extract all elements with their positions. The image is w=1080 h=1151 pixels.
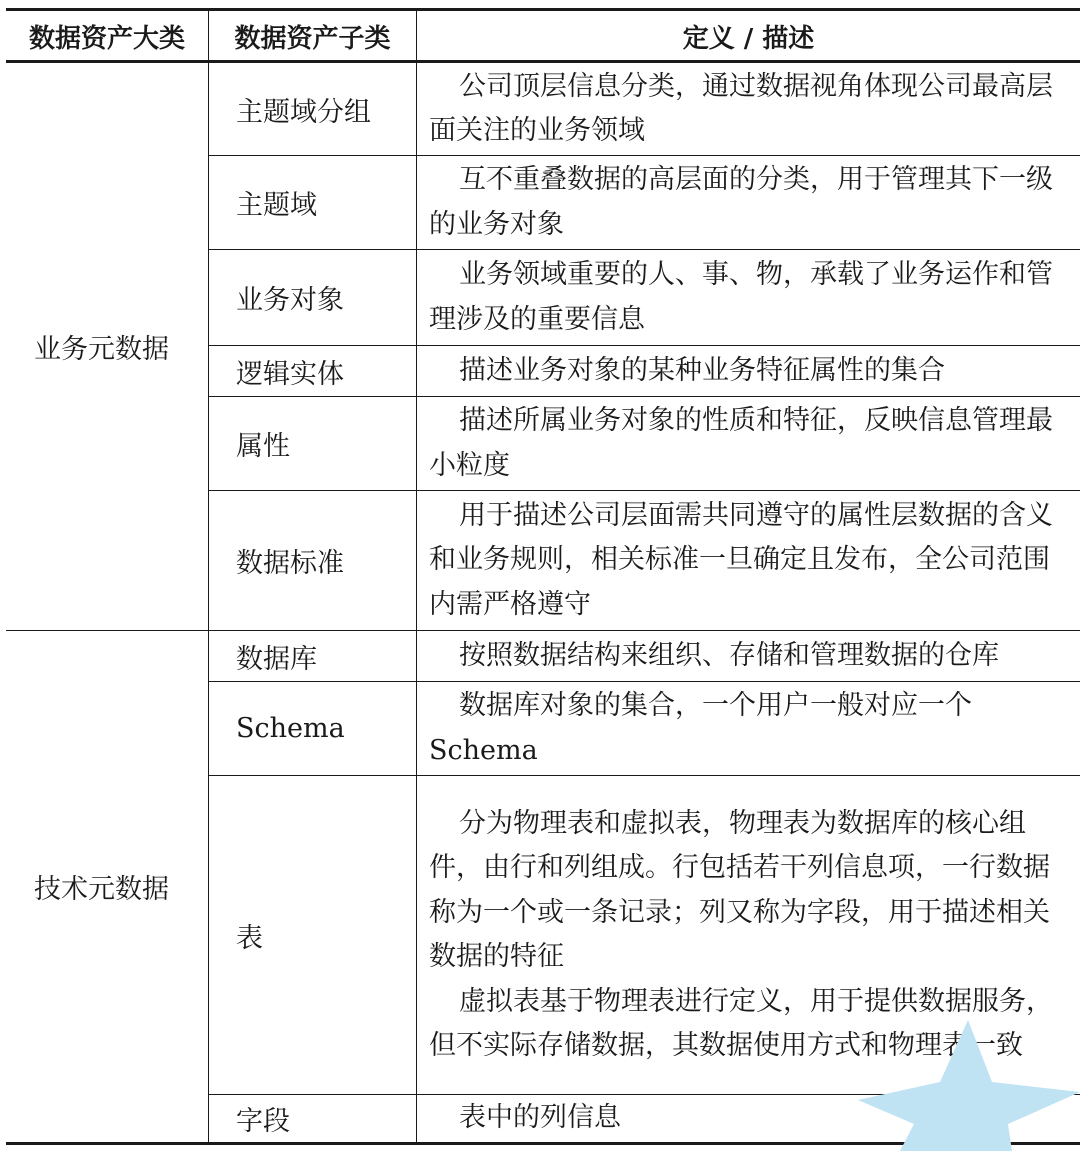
subcategory-cell: 业务对象 (236, 285, 344, 316)
category-technical-metadata: 技术元数据 (34, 874, 169, 905)
definition-text: 表中的列信息 (459, 1102, 621, 1134)
definition-text: 互不重叠数据的高层面的分类，用于管理其下一级的业务对象 (429, 164, 1053, 240)
definition-cell (417, 682, 1080, 775)
subcategory-cell: 主题域 (236, 190, 317, 221)
subcategory-cell: 逻辑实体 (236, 358, 344, 390)
header-definition: 定义 / 描述 (682, 24, 815, 54)
definition-cell (417, 250, 1080, 345)
definition-cell (417, 631, 1080, 681)
definition-text: 描述业务对象的某种业务特征属性的集合 (459, 354, 945, 386)
header-subcategory: 数据资产子类 (234, 24, 391, 54)
watermark-star-icon (840, 1020, 1080, 1151)
subcategory-cell: 属性 (236, 431, 290, 462)
definition-cell (417, 397, 1080, 490)
definition-text: 数据库对象的集合，一个用户一般对应一个Schema (429, 690, 972, 766)
category-business-metadata: 业务元数据 (34, 334, 169, 365)
definition-text: 描述所属业务对象的性质和特征，反映信息管理最小粒度 (429, 405, 1053, 481)
subcategory-cell: 数据标准 (236, 548, 344, 579)
definition-cell (417, 491, 1080, 630)
subcategory-cell: Schema (236, 713, 345, 744)
header-category: 数据资产大类 (28, 24, 185, 54)
definition-text: 分为物理表和虚拟表，物理表为数据库的核心组件，由行和列组成。行包括若干列信息项，一行数据称为一个或一条记录；列又称为字段，用于描述相关数据的特征 (429, 807, 1050, 972)
definition-cell (417, 346, 1080, 396)
subcategory-cell: 数据库 (236, 643, 317, 675)
definition-text: 用于描述公司层面需共同遵守的属性层数据的含义和业务规则，相关标准一旦确定且发布，全公司范围内需严格遵守 (429, 499, 1053, 620)
definition-cell (417, 156, 1080, 249)
definition-cell (417, 63, 1080, 155)
subcategory-cell: 表 (236, 922, 263, 954)
subcategory-cell: 主题域分组 (236, 96, 371, 128)
subcategory-cell: 字段 (236, 1106, 290, 1137)
definition-text: 按照数据结构来组织、存储和管理数据的仓库 (459, 639, 999, 671)
definition-text: 公司顶层信息分类，通过数据视角体现公司最高层面关注的业务领域 (429, 70, 1053, 146)
definition-text: 业务领域重要的人、事、物，承载了业务运作和管理涉及的重要信息 (429, 259, 1053, 335)
definition-text: 虚拟表基于物理表进行定义，用于提供数据服务，但不实际存储数据，其数据使用方式和物理表一致 (429, 985, 1053, 1061)
column-divider (208, 8, 209, 1145)
